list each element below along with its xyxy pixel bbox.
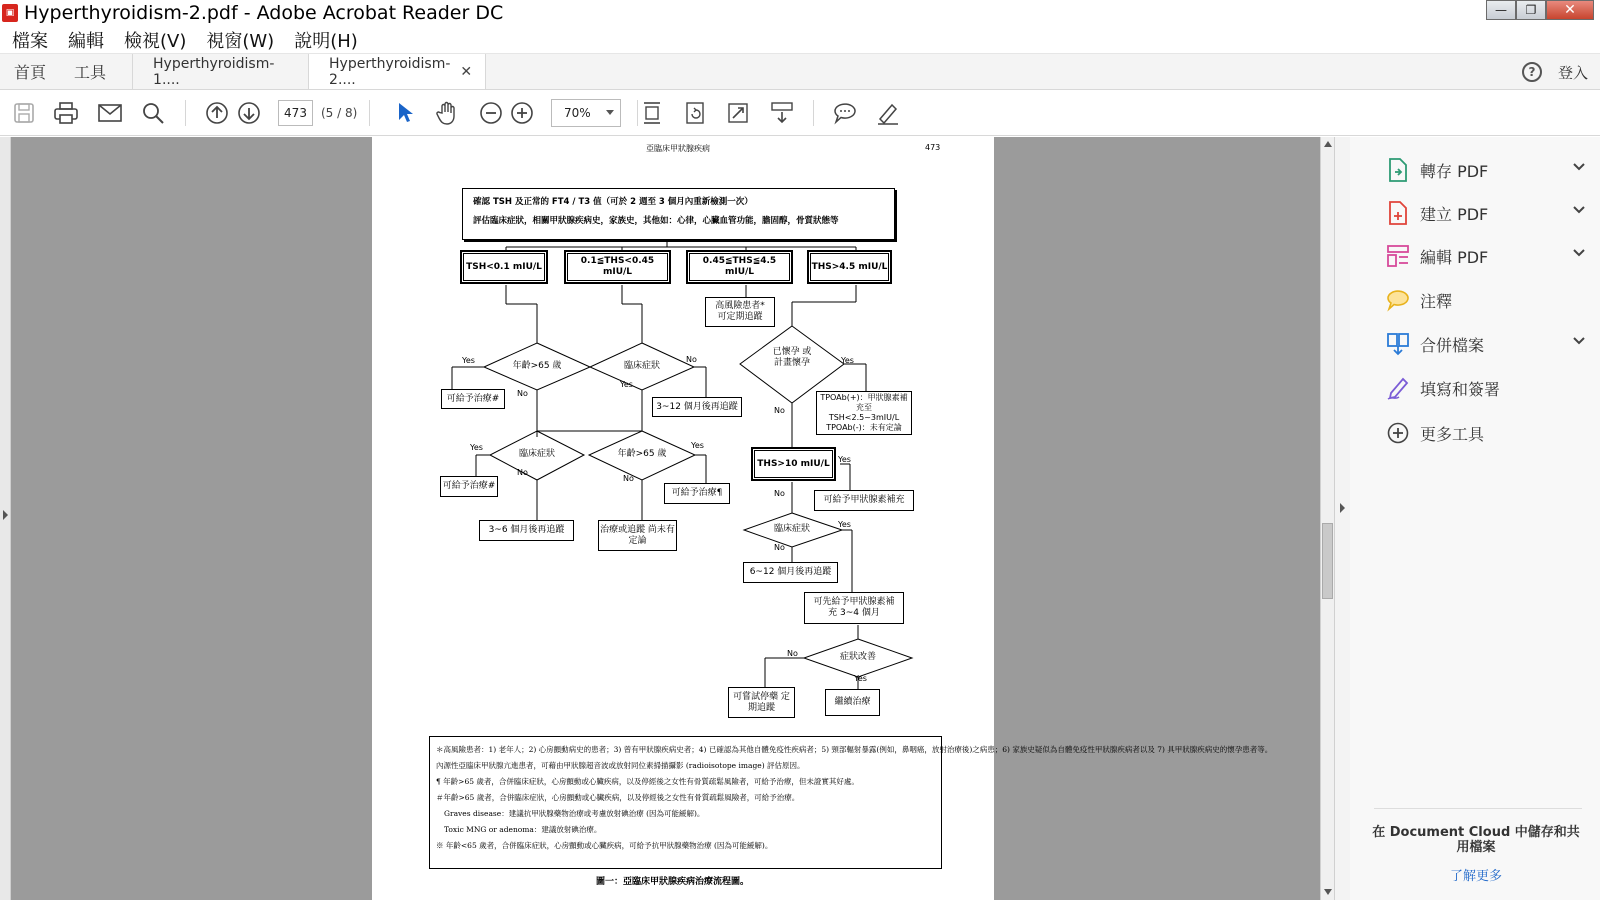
tool-more-tools-label: 更多工具 (1420, 424, 1485, 444)
chevron-down-icon[interactable] (1572, 336, 1586, 346)
note-line: ＊高風險患者：1) 老年人；2) 心房顫動病史的患者；3) 曾有甲狀腺疾病史者；4) 已確認為其他自體免疫性疾病者；5) 頸部輻射暴露(例如，鼻咽癌，放射治療後)之病患；6) 家族史疑似為自體免疫性甲狀腺疾病者以及 7) 具甲狀腺疾病史的懷孕患者等。 (436, 745, 1273, 754)
fit-page-icon[interactable] (640, 101, 664, 125)
window-title: Hyperthyroidism-2.pdf - Adobe Acrobat Reader DC (24, 2, 504, 24)
page-number-input[interactable]: 473 (278, 100, 313, 126)
hand-tool-icon[interactable] (435, 101, 459, 125)
label-yes: Yes (462, 356, 475, 365)
label-no: No (686, 355, 697, 364)
window-controls (1486, 0, 1594, 20)
tab-document-1-label: Hyperthyroidism-1.... (153, 55, 275, 88)
follow-up-6-12-box: 6~12 個月後再追蹤 (743, 562, 838, 583)
learn-more-link[interactable]: 了解更多 (1449, 869, 1502, 884)
treat-box-3: 可給予治療¶ (664, 483, 730, 504)
pdf-app-icon: ▣ (2, 4, 18, 22)
minimize-button[interactable]: — (1486, 0, 1516, 20)
follow-up-3-6-box: 3~6 個月後再追蹤 (479, 520, 574, 541)
note-line: ¶ 年齡>65 歲者，合併臨床症狀，心房顫動或心臟疾病，以及停經後之女性有骨質疏鬆風險者，可給予治療，但未證實其好處。 (436, 777, 859, 786)
next-page-icon[interactable] (237, 101, 261, 125)
email-icon[interactable] (98, 101, 122, 125)
label-no: No (623, 474, 634, 483)
toolbar-separator (637, 100, 638, 126)
print-icon[interactable] (54, 101, 78, 125)
create-pdf-icon (1386, 201, 1410, 225)
chevron-down-icon[interactable] (1572, 205, 1586, 215)
tool-create-pdf-label: 建立 PDF (1420, 204, 1489, 224)
decision-age-1: 年齡>65 歲 (512, 361, 562, 371)
label-yes: Yes (691, 441, 704, 450)
left-panel-toggle[interactable] (0, 137, 11, 900)
running-header: 亞臨床甲狀腺疾病 (646, 144, 710, 153)
stop-medication-box: 可嘗試停藥 定期追蹤 (728, 687, 795, 718)
vertical-scrollbar[interactable] (1320, 137, 1334, 900)
decision-symptoms-3: 臨床症狀 (773, 524, 810, 534)
tab-document-1[interactable] (132, 54, 308, 89)
note-line: Toxic MNG or adenoma：建議放射碘治療。 (444, 825, 602, 834)
pdf-page (372, 137, 1273, 907)
tab-bar-right (1522, 54, 1588, 90)
tool-create-pdf[interactable] (1386, 199, 1596, 227)
collapse-right-panel-icon[interactable] (1339, 502, 1346, 514)
note-line: 內源性亞臨床甲狀腺亢進患者，可藉由甲狀腺超音波或放射同位素掃描攝影 (radioisotope image) 評估原因。 (436, 761, 805, 770)
full-screen-icon[interactable] (726, 101, 750, 125)
label-no: No (774, 489, 785, 498)
label-yes: Yes (838, 520, 851, 529)
tsh-box-gt-10: THS>10 mIU/L (752, 448, 835, 480)
tool-comment[interactable] (1386, 286, 1596, 314)
label-yes: Yes (854, 674, 867, 683)
document-canvas[interactable] (11, 137, 1320, 900)
menu-file[interactable]: 檔案 (12, 30, 48, 52)
tool-fill-sign-label: 填寫和簽署 (1420, 379, 1501, 399)
menu-window[interactable]: 視窗(W) (206, 30, 275, 52)
tab-document-2[interactable] (308, 54, 486, 89)
save-icon[interactable] (12, 101, 36, 125)
tsh-box-0-45-4-5: 0.45≦THS≦4.5 mIU/L (687, 251, 792, 283)
tool-edit-pdf-label: 編輯 PDF (1420, 247, 1489, 267)
note-line: ※ 年齡<65 歲者，合併臨床症狀，心房顫動或心臟疾病，可給予抗甲狀腺藥物治療 (因為可能緩解)。 (436, 841, 773, 850)
flowchart-top-line1: 確認 TSH 及正常的 FT4 / T3 值（可於 2 週至 3 個月內重新檢測一次） (473, 197, 753, 207)
chevron-down-icon[interactable] (1572, 162, 1586, 172)
zoom-out-icon[interactable] (479, 101, 503, 125)
toolbar-separator (369, 100, 370, 126)
comment-icon[interactable] (833, 101, 857, 125)
note-line: Graves disease：建議抗甲狀腺藥物治療或考慮放射碘治療 (因為可能緩解)。 (444, 809, 705, 818)
undecided-box: 治療或追蹤 尚未有定論 (598, 520, 677, 551)
thyroxine-box: 可給予甲狀腺素補充 (814, 490, 914, 511)
help-icon[interactable]: ? (1522, 62, 1542, 82)
chevron-down-icon (606, 110, 614, 115)
tool-fill-sign[interactable] (1386, 374, 1596, 402)
title-bar (0, 0, 1600, 26)
menu-view[interactable]: 檢視(V) (124, 30, 187, 52)
tpoab-box: TPOAb(+)：甲狀腺素補充至 TSH<2.5~3mIU/L TPOAb(-)：未有定論 (816, 391, 912, 435)
sign-in-link[interactable]: 登入 (1557, 63, 1588, 82)
scroll-up-icon[interactable] (1324, 141, 1332, 147)
decision-symptoms-2: 臨床症狀 (518, 449, 555, 459)
close-tab-icon[interactable]: ✕ (460, 63, 473, 80)
tools-pane (1350, 137, 1600, 900)
scrollbar-thumb[interactable] (1322, 523, 1333, 599)
divider (1374, 808, 1582, 809)
menu-edit[interactable]: 編輯 (68, 30, 104, 52)
label-no: No (774, 543, 785, 552)
chevron-down-icon[interactable] (1572, 248, 1586, 258)
page-count: (5 / 8) (321, 106, 358, 120)
label-yes: Yes (838, 455, 851, 464)
page-number-label: 473 (925, 143, 941, 152)
label-yes: Yes (470, 443, 483, 452)
zoom-value: 70% (564, 106, 591, 120)
label-yes: Yes (841, 356, 854, 365)
fill-sign-icon (1386, 376, 1410, 400)
document-cloud-text: 在 Document Cloud 中儲存和共用檔案 (1372, 825, 1580, 855)
label-no: No (787, 649, 798, 658)
menu-bar (0, 26, 1600, 54)
toolbar (0, 90, 1600, 136)
treat-box-1: 可給予治療# (441, 389, 505, 409)
flowchart-notes (429, 736, 1273, 869)
menu-help[interactable]: 說明(H) (294, 30, 358, 52)
scroll-down-icon[interactable] (1324, 889, 1332, 895)
close-button[interactable]: ✕ (1546, 0, 1594, 20)
flowchart-top-line2: 評估臨床症狀，相關甲狀腺疾病史，家族史，其他如：心律，心臟血管功能，膽固醇，骨質狀態等 (473, 216, 839, 226)
follow-up-3-12-box: 3~12 個月後再追蹤 (652, 397, 742, 417)
restore-button[interactable]: ❐ (1516, 0, 1546, 20)
decision-symptoms-1: 臨床症狀 (623, 361, 660, 371)
previous-page-icon[interactable] (205, 101, 229, 125)
tool-combine-files-label: 合併檔案 (1420, 335, 1485, 355)
label-no: No (517, 468, 528, 477)
decision-age-2: 年齡>65 歲 (617, 449, 667, 459)
search-icon[interactable] (141, 101, 165, 125)
tab-document-2-label: Hyperthyroidism-2.... (329, 55, 451, 88)
expand-left-panel-icon[interactable] (2, 509, 9, 521)
high-risk-box: 高風險患者* 可定期追蹤 (705, 297, 775, 327)
plus-circle-icon (1386, 421, 1410, 445)
comment-icon (1386, 288, 1410, 312)
combine-files-icon (1386, 332, 1410, 356)
zoom-in-icon[interactable] (510, 101, 534, 125)
right-panel-toggle[interactable] (1334, 137, 1350, 900)
flowchart-top-box (462, 188, 895, 240)
continue-treatment-box: 繼續治療 (825, 689, 880, 716)
decision-improve: 症狀改善 (839, 652, 876, 662)
scroll-mode-icon[interactable] (770, 101, 794, 125)
tab-tools[interactable]: 工具 (74, 63, 107, 82)
toolbar-separator (185, 100, 186, 126)
trial-thyroxine-box: 可先給予甲狀腺素補充 3~4 個月 (804, 592, 904, 624)
tool-more-tools[interactable] (1386, 419, 1596, 447)
tsh-box-0-1-0-45: 0.1≦THS<0.45 mIU/L (565, 251, 670, 283)
tool-edit-pdf[interactable] (1386, 242, 1596, 270)
tab-bar (0, 54, 1600, 90)
note-line: ＃年齡>65 歲者，合併臨床症狀，心房顫動或心臟疾病，以及停經後之女性有骨質疏鬆風險者，可給予治療。 (436, 793, 800, 802)
decision-pregnancy: 已懷孕 或 計畫懷孕 (772, 347, 812, 368)
label-no: No (774, 406, 785, 415)
tsh-box-gt-4-5: THS>4.5 mIU/L (808, 251, 891, 283)
label-no: No (517, 389, 528, 398)
treat-box-2: 可給予治療# (440, 476, 498, 497)
zoom-dropdown[interactable] (551, 99, 621, 127)
figure-caption: 圖一：亞臨床甲狀腺疾病治療流程圖。 (596, 877, 750, 887)
highlight-pen-icon[interactable] (876, 101, 900, 125)
tool-combine-files[interactable] (1386, 330, 1596, 358)
rotate-icon[interactable] (683, 101, 707, 125)
export-pdf-icon (1386, 158, 1410, 182)
label-yes: Yes (620, 380, 633, 389)
tool-comment-label: 注釋 (1420, 291, 1453, 311)
tab-home[interactable]: 首頁 (14, 63, 47, 82)
select-cursor-icon[interactable] (393, 101, 417, 125)
toolbar-separator (813, 100, 814, 126)
edit-pdf-icon (1386, 244, 1410, 268)
tool-export-pdf[interactable] (1386, 156, 1596, 184)
tool-export-pdf-label: 轉存 PDF (1420, 161, 1489, 181)
tsh-box-lt-0-1: TSH<0.1 mIU/L (461, 251, 547, 283)
